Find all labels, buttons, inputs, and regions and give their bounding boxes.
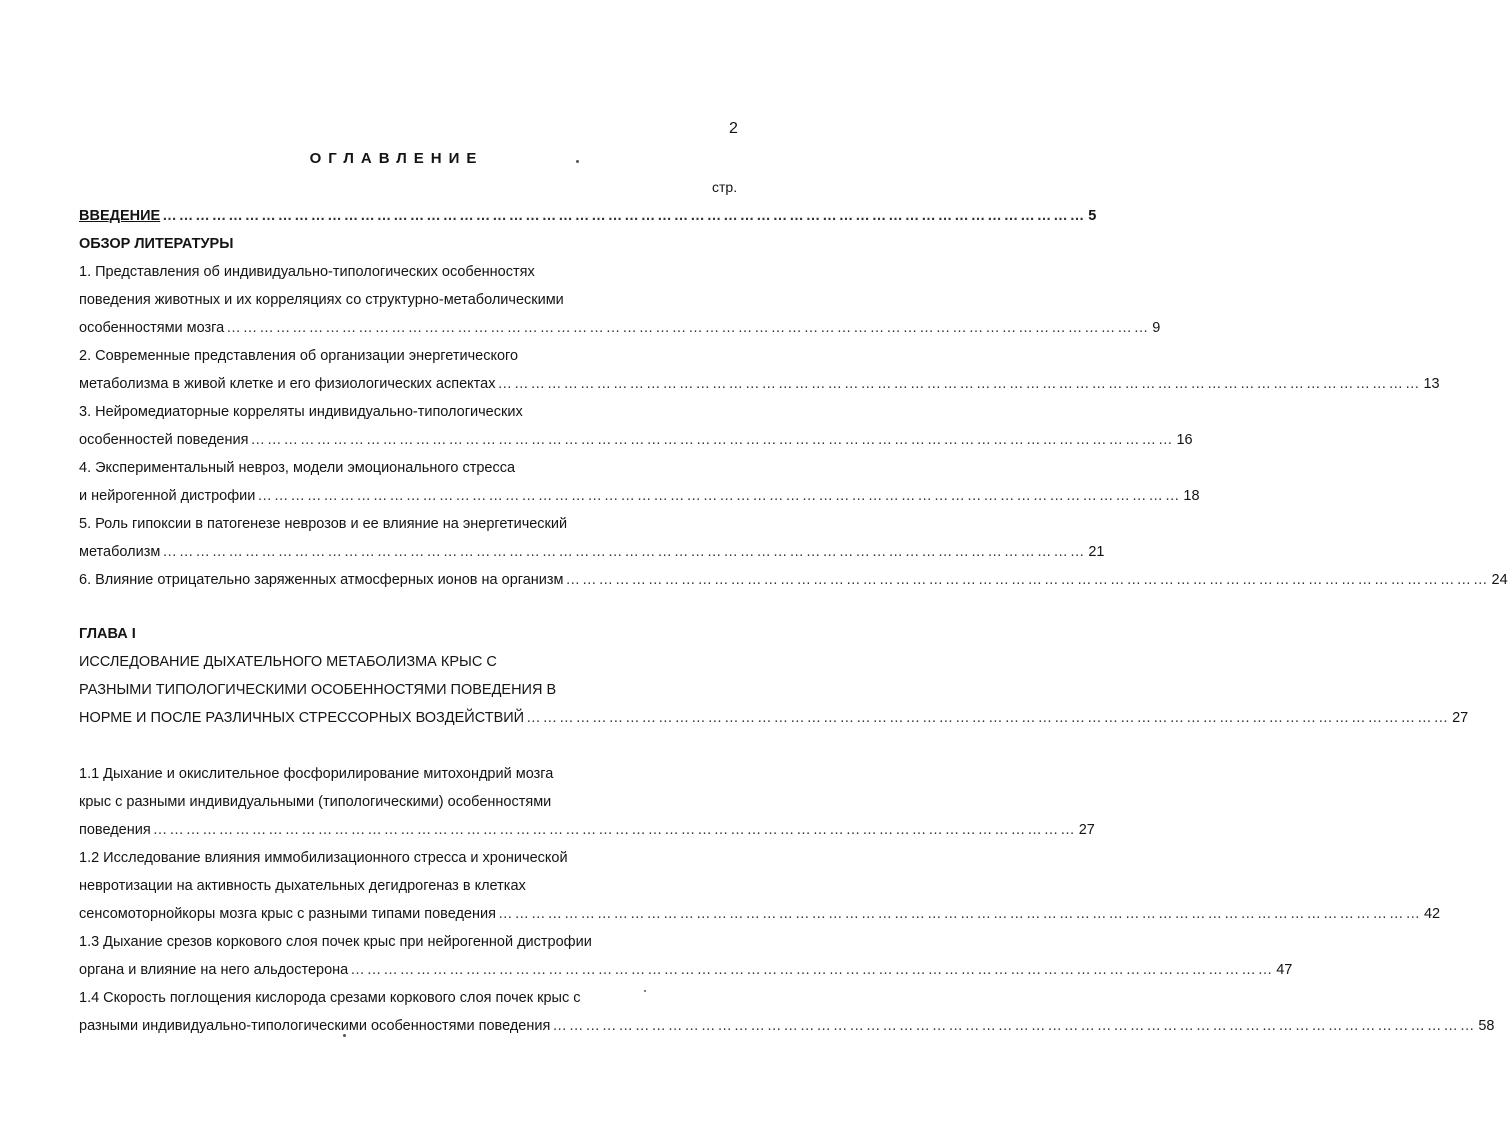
toc-entry-lit-6[interactable] [79, 570, 1508, 590]
toc-entry-line: поведения животных и их корреляциях со структурно-метаболическими [79, 292, 564, 308]
page-column-label: стр. [712, 179, 738, 195]
leader-dots: …………………………………………………………………………………………………………………………………………………… [497, 906, 1422, 922]
toc-entry-lit-1[interactable] [79, 318, 1161, 338]
toc-entry-section-1-1[interactable] [79, 820, 1095, 840]
scan-speck [644, 990, 646, 992]
toc-entry-text: и нейрогенной дистрофии [79, 488, 256, 504]
toc-page-number: 24 [1491, 572, 1508, 588]
toc-page-number: 27 [1078, 822, 1095, 838]
toc-page-number: 5 [1088, 208, 1097, 224]
toc-entry-text: метаболизм [79, 544, 161, 560]
toc-page-number: 13 [1423, 376, 1440, 392]
toc-page-number: 16 [1176, 432, 1193, 448]
toc-entry-text: особенностей поведения [79, 432, 249, 448]
toc-entry-text: метаболизма в живой клетке и его физиологических аспектах [79, 376, 496, 392]
toc-entry-text: органа и влияние на него альдостерона [79, 962, 349, 978]
toc-entry-line: 5. Роль гипоксии в патогенезе неврозов и ее влияние на энергетический [79, 516, 568, 532]
scan-speck [576, 160, 579, 163]
toc-entry-text: поведения [79, 822, 151, 838]
toc-entry-text: сенсомоторнойкоры мозга крыс с разными типами поведения [79, 906, 496, 922]
leader-dots: …………………………………………………………………………………………………………………………………………………… [162, 544, 1087, 560]
toc-entry-lit-5[interactable] [79, 542, 1105, 562]
toc-entry-line: 4. Экспериментальный невроз, модели эмоционального стресса [79, 460, 516, 476]
toc-page-number: 42 [1423, 906, 1441, 922]
toc-entry-line: 1.2 Исследование влияния иммобилизационного стресса и хронической [79, 850, 568, 866]
leader-dots: …………………………………………………………………………………………………………………………………………………… [552, 1018, 1477, 1034]
toc-entry-lit-2[interactable] [79, 374, 1440, 394]
toc-page-number: 18 [1183, 488, 1200, 504]
chapter-title-line: РАЗНЫМИ ТИПОЛОГИЧЕСКИМИ ОСОБЕННОСТЯМИ ПОВЕДЕНИЯ В [79, 682, 557, 698]
toc-entry-text: разными индивидуально-типологическими особенностями поведения [79, 1018, 551, 1034]
toc-entry-section-1-3[interactable] [79, 960, 1293, 980]
toc-entry-line: 1.3 Дыхание срезов коркового слоя почек крыс при нейрогенной дистрофии [79, 934, 592, 950]
toc-page-number: 9 [1152, 320, 1161, 336]
toc-entry-section-1-4[interactable] [79, 1016, 1495, 1036]
section-heading-literature: ОБЗОР ЛИТЕРАТУРЫ [79, 236, 234, 252]
toc-entry-section-1-2[interactable] [79, 904, 1441, 924]
scan-speck [343, 1034, 346, 1037]
toc-entry-chapter-1[interactable] [79, 708, 1469, 728]
chapter-label: ГЛАВА I [79, 626, 136, 642]
page-number: 2 [729, 120, 738, 137]
toc-entry-line: 1. Представления об индивидуально-типологических особенностях [79, 264, 535, 280]
leader-dots: …………………………………………………………………………………………………………………………………………………… [257, 488, 1182, 504]
toc-entry-line: 1.1 Дыхание и окислительное фосфорилирование митохондрий мозга [79, 766, 554, 782]
toc-page-number: 21 [1088, 544, 1105, 560]
toc-entry-line: невротизации на активность дыхательных дегидрогеназ в клетках [79, 878, 526, 894]
toc-page-number: 47 [1276, 962, 1293, 978]
leader-dots: …………………………………………………………………………………………………………………………………………………… [226, 320, 1151, 336]
toc-entry-line: 2. Современные представления об организации энергетического [79, 348, 519, 364]
toc-entry-lit-3[interactable] [79, 430, 1193, 450]
leader-dots: …………………………………………………………………………………………………………………………………………………… [526, 710, 1451, 726]
leader-dots: …………………………………………………………………………………………………………………………………………………… [565, 572, 1490, 588]
toc-entry-text: 6. Влияние отрицательно заряженных атмосферных ионов на организм [79, 572, 564, 588]
toc-entry-line: 1.4 Скорость поглощения кислорода срезами коркового слоя почек крыс с [79, 990, 581, 1006]
toc-entry-text: особенностями мозга [79, 320, 225, 336]
leader-dots: …………………………………………………………………………………………………………………………………………………… [152, 822, 1077, 838]
leader-dots: …………………………………………………………………………………………………………………………………………………… [250, 432, 1175, 448]
toc-entry-text: НОРМЕ И ПОСЛЕ РАЗЛИЧНЫХ СТРЕССОРНЫХ ВОЗДЕЙСТВИЙ [79, 710, 525, 726]
leader-dots: …………………………………………………………………………………………………………………………………………………… [162, 208, 1087, 224]
chapter-title-line: ИССЛЕДОВАНИЕ ДЫХАТЕЛЬНОГО МЕТАБОЛИЗМА КРЫС С [79, 654, 497, 670]
toc-entry-line: крыс с разными индивидуальными (типологическими) особенностями [79, 794, 552, 810]
toc-entry-intro[interactable] [79, 206, 1097, 226]
leader-dots: …………………………………………………………………………………………………………………………………………………… [497, 376, 1422, 392]
leader-dots: …………………………………………………………………………………………………………………………………………………… [350, 962, 1275, 978]
toc-title: ОГЛАВЛЕНИЕ [309, 150, 484, 167]
toc-page-number: 27 [1452, 710, 1469, 726]
toc-page-number: 58 [1478, 1018, 1495, 1034]
toc-entry-text: ВВЕДЕНИЕ [79, 208, 161, 224]
toc-entry-line: 3. Нейромедиаторные корреляты индивидуально-типологических [79, 404, 523, 420]
toc-entry-lit-4[interactable] [79, 486, 1200, 506]
